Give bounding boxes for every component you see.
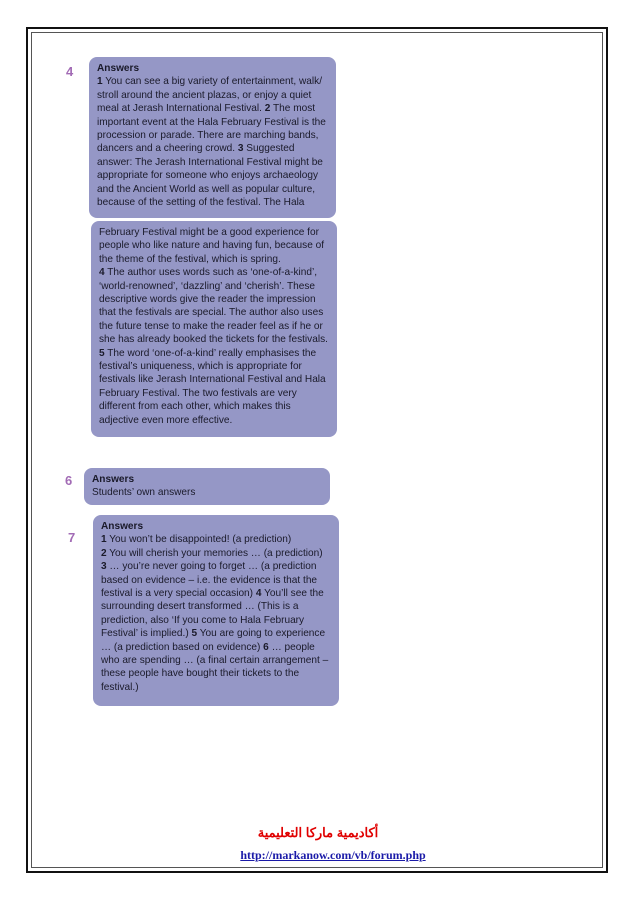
answer-heading: Answers xyxy=(92,474,135,485)
answer-heading: Answers xyxy=(97,63,140,74)
answer-text-4-item-4 xyxy=(99,266,329,346)
question-number-4: 4 xyxy=(66,64,74,79)
answer-text-7-items-3-6 xyxy=(101,560,331,694)
answer-text-7-item-1 xyxy=(101,533,331,546)
item-number: 5 xyxy=(191,628,198,640)
item-number: 4 xyxy=(255,588,262,600)
item-number: 2 xyxy=(101,547,107,559)
footer-forum-link[interactable]: http://markanow.com/vb/forum.php xyxy=(240,848,426,862)
item-number: 5 xyxy=(99,347,105,359)
item-text: You are going to experience … (a prediction based on evidence) xyxy=(101,628,326,653)
item-text: … you’re never going to forget … (a prediction based on evidence – i.e. the evidence is that the festival is a very special occasion) xyxy=(101,561,318,600)
item-number: 3 xyxy=(101,561,107,573)
item-text: You won’t be disappointed! (a prediction) xyxy=(106,534,292,546)
item-text: You will cherish your memories … (a prediction) xyxy=(106,547,323,559)
question-number-7: 7 xyxy=(68,530,76,545)
item-text: You can see a big variety of entertainment, walk/ stroll around the ancient plazas, or enjoy a quiet meal at Jerash International Festival. xyxy=(97,76,323,115)
answer-box-4-part2 xyxy=(91,221,337,437)
answer-box-4-part1 xyxy=(89,57,336,218)
answer-text-4-part2-intro: February Festival might be a good experience for people who like nature and having fun, because of the theme of the festival, which is spring. xyxy=(99,227,325,265)
item-text: … people who are spending … (a final certain arrangement – these people have bought their tickets to the festival.) xyxy=(101,641,329,693)
item-text: The most important event at the Hala February Festival is the procession or parade. There are marching bands, dancers and a cheering crowd. xyxy=(97,103,326,155)
answer-text-4-item-5 xyxy=(99,347,329,427)
item-text: Suggested answer: The Jerash International Festival might be appropriate for someone who enjoys archaeology and the Ancient World as well as popular culture, because of the setting of the festival. The Hala xyxy=(97,143,323,209)
answer-box-7 xyxy=(93,515,339,706)
answer-text-6: Students’ own answers xyxy=(92,487,196,499)
item-number: 1 xyxy=(101,534,107,546)
item-number: 4 xyxy=(99,267,105,279)
item-number: 1 xyxy=(97,76,103,88)
answer-heading: Answers xyxy=(101,521,144,532)
item-text: The author uses words such as ‘one-of-a-kind’, ‘world-renowned’, ‘dazzling’ and ‘cherish’. These descriptive words give the reader the impression that the festivals are special. The author also uses the future tense to make the reader feel as if he or she has already booked the tickets for the festivals. xyxy=(99,267,328,346)
answer-text-4-part1 xyxy=(97,75,328,209)
item-text: The word ‘one-of-a-kind’ really emphasises the festival’s uniqueness, which is appropriate for festivals like Jerash International Festival and Hala February Festival. The two festivals are very different from each other, which makes this adjective even more effective. xyxy=(99,347,326,426)
item-number: 2 xyxy=(264,103,271,115)
answer-box-6 xyxy=(84,468,330,505)
item-number: 3 xyxy=(237,143,244,155)
item-number: 6 xyxy=(263,641,269,653)
question-number-6: 6 xyxy=(65,473,73,488)
footer-academy-name: أكاديمية ماركا التعليمية xyxy=(257,825,379,840)
answer-text-7-item-2 xyxy=(101,547,331,560)
item-text: You’ll see the surrounding desert transformed … (This is a prediction, also ‘If you come to Hala February Festival’ is implied.) xyxy=(101,588,324,640)
